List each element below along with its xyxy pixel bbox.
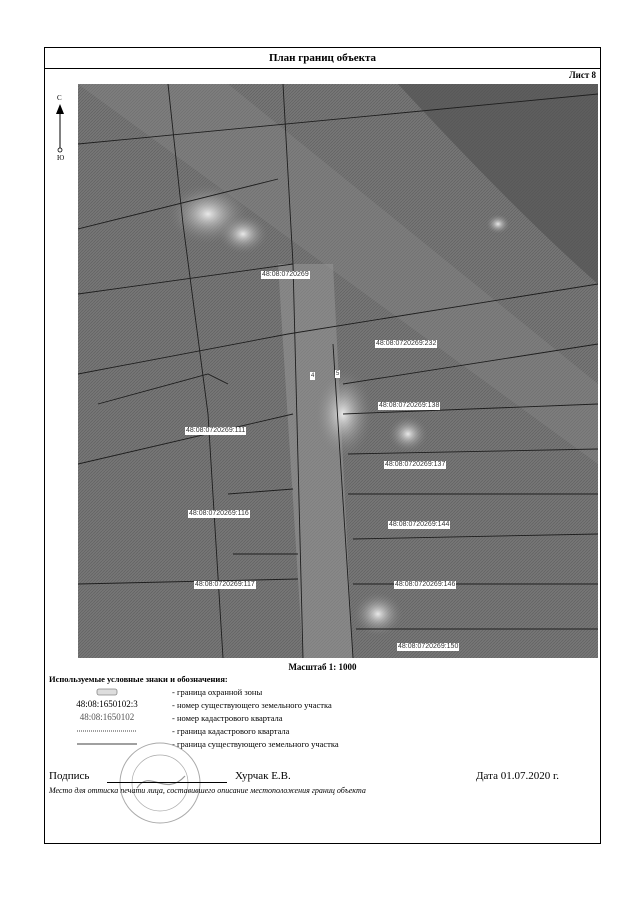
parcel-number-symbol: 48:08:1650102:3 (76, 699, 138, 709)
quarter-border-symbol-icon (49, 725, 165, 737)
legend-item: - граница кадастрового квартала (49, 725, 589, 737)
point-label: 5 (336, 371, 340, 377)
signer-name: Хурчак Е.В. (235, 770, 291, 782)
parcel-label: 48:08:0720269:150 (398, 643, 459, 650)
document-date: Дата 01.07.2020 г. (476, 770, 559, 782)
quarter-number-symbol: 48:08:1650102 (79, 712, 135, 722)
parcel-label: 48:08:0720269:137 (385, 461, 446, 468)
parcel-label: 48:08:0720269:111 (186, 427, 246, 434)
document-frame (44, 47, 601, 844)
legend-item: - граница существующего земельного участка (49, 738, 589, 750)
signature-line (107, 782, 227, 783)
aerial-map[interactable] (78, 84, 598, 658)
north-label: С (57, 94, 62, 102)
sheet-number: Лист 8 (568, 70, 596, 80)
protection-zone-symbol-icon (49, 686, 165, 698)
parcel-label: 48:08:0720269:146 (395, 581, 456, 588)
point-label: 4 (311, 373, 315, 379)
parcel-label: 48:08:0720269:117 (195, 581, 255, 588)
north-arrow-icon (52, 94, 76, 174)
south-label: Ю (57, 154, 65, 162)
legend-item: - граница охранной зоны (49, 686, 589, 698)
legend-title: Используемые условные знаки и обозначения: (49, 674, 228, 684)
cadastral-quarter-label: 48:08:0720269 (262, 271, 309, 278)
stamp-note: Место для оттиска печати лица, составившего описание местоположения границ объекта (49, 786, 366, 795)
map-scale: Масштаб 1: 1000 (288, 662, 357, 672)
parcel-label: 48:08:0720269:144 (389, 521, 450, 528)
legend-item: 48:08:1650102:3 - номер существующего земельного участка (49, 699, 589, 711)
parcel-label: 48:08:0720269:138 (379, 402, 440, 409)
legend-item: 48:08:1650102 - номер кадастрового квартала (49, 712, 589, 724)
signature-label: Подпись (49, 770, 90, 782)
signature-row (49, 770, 589, 782)
stamp-seal-icon (115, 738, 205, 828)
page-title: План границ объекта (45, 48, 600, 69)
parcel-label: 48:08:0720269:232 (376, 340, 437, 347)
parcel-label: 48:08:0720269:116 (189, 510, 249, 517)
